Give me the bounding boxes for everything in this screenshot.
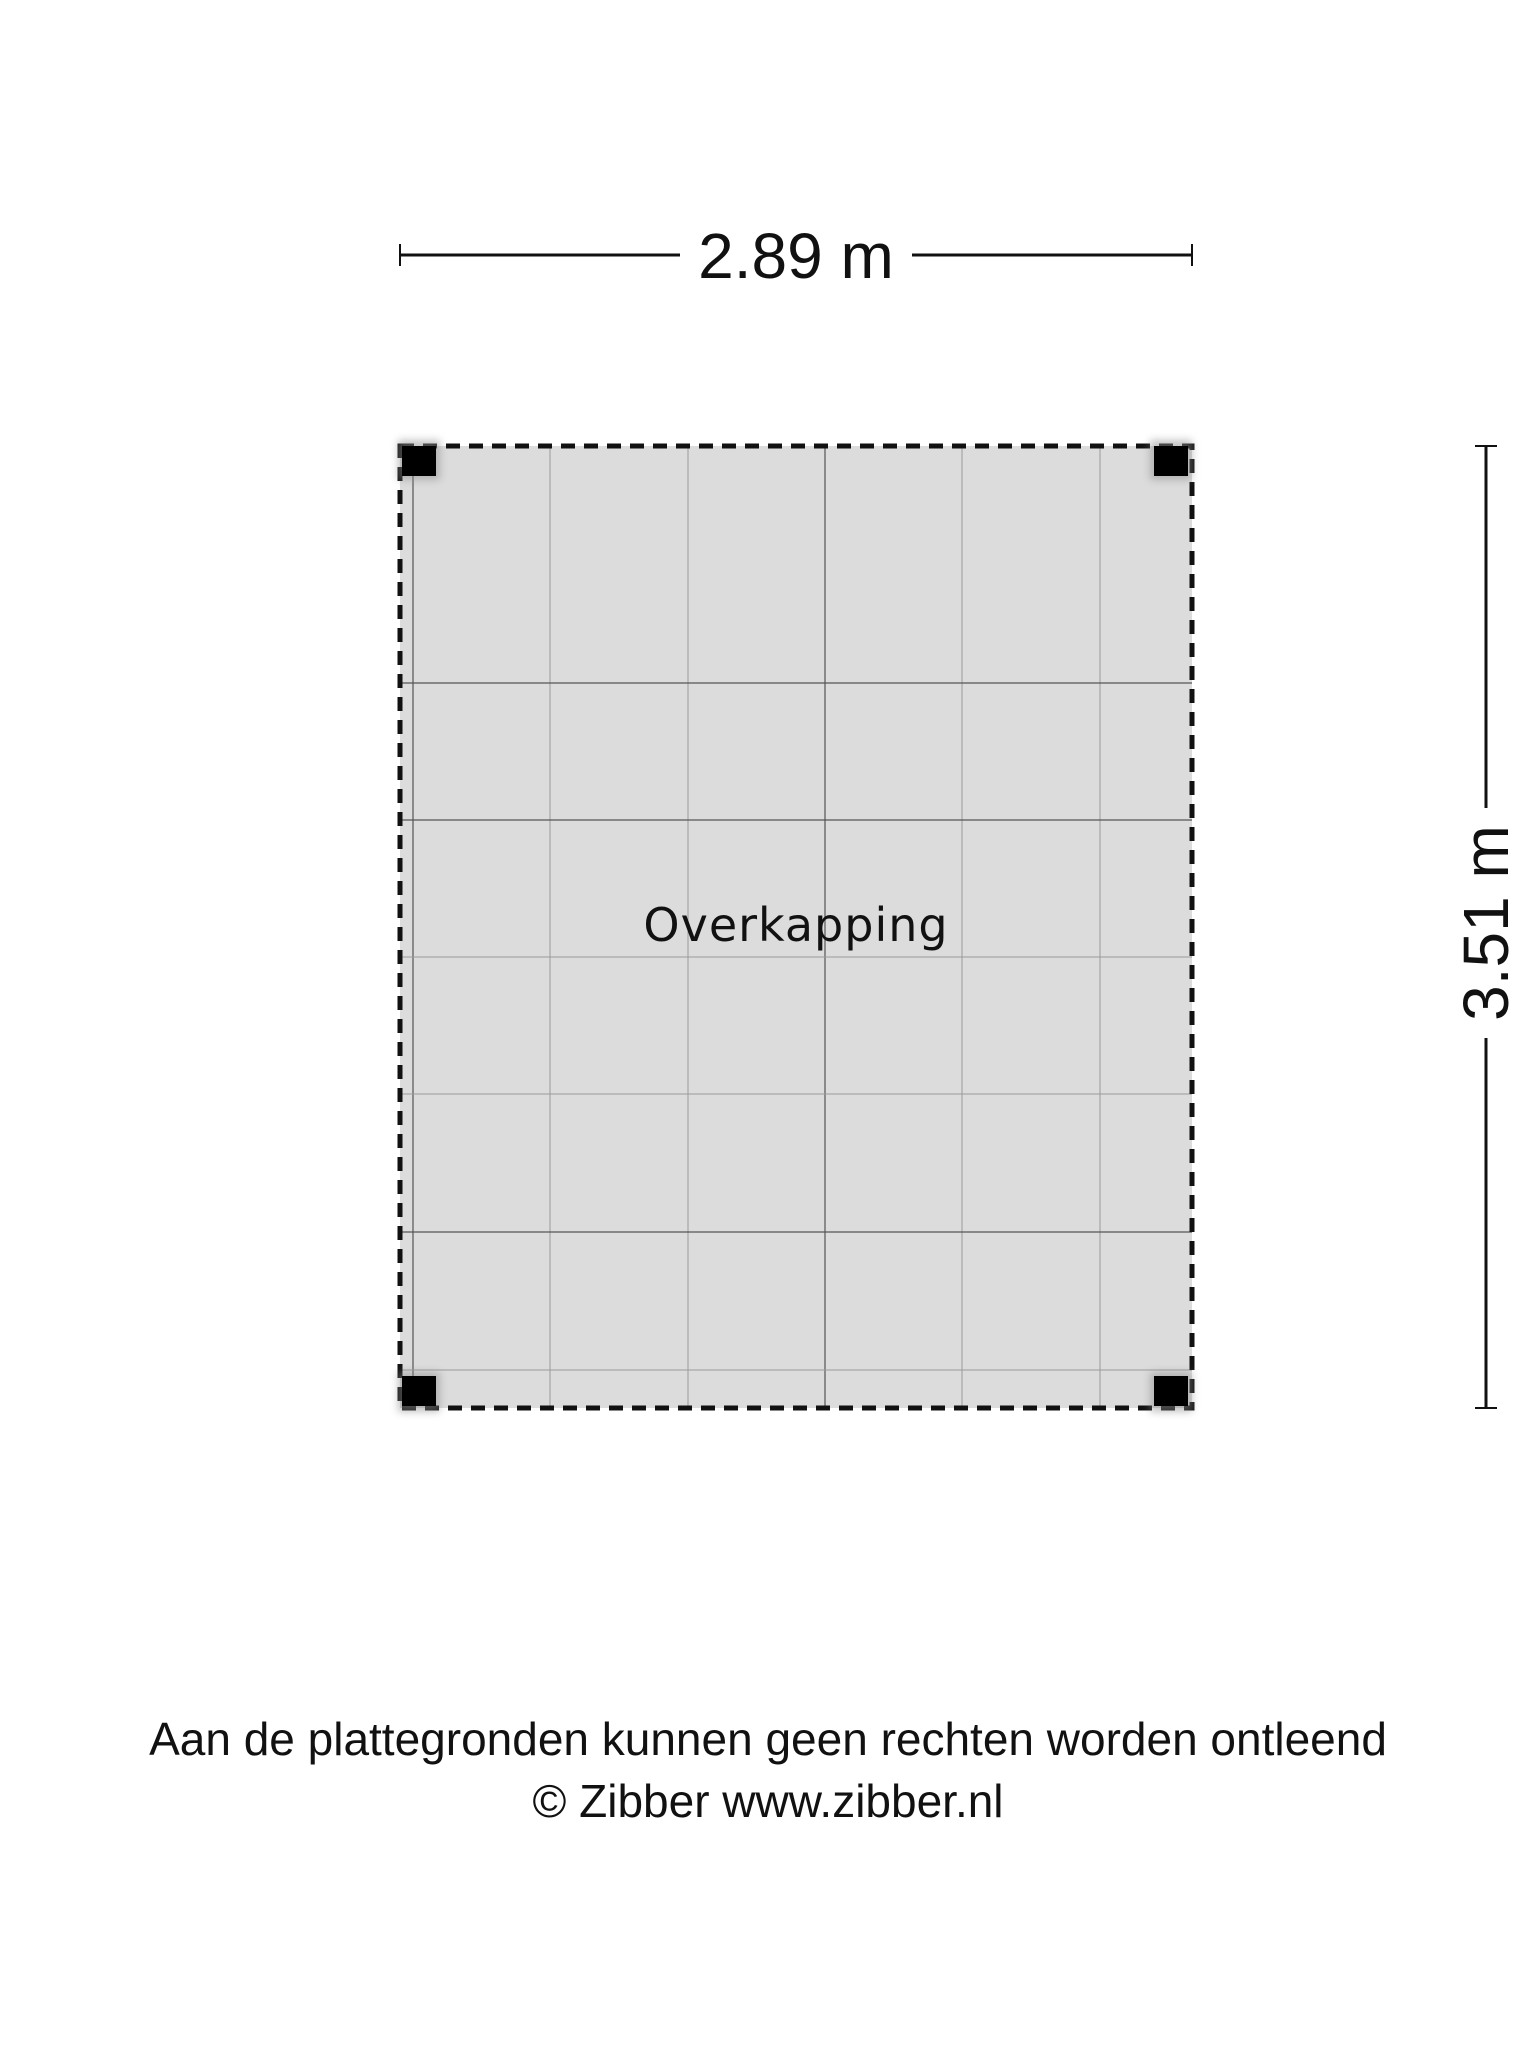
footer-disclaimer: Aan de plattegronden kunnen geen rechten worden ontleend [149,1713,1387,1765]
corner-post-top-right [1154,446,1188,476]
room-label: Overkapping [643,898,949,952]
width-dimension-label: 2.89 m [698,220,894,292]
width-dimension [400,220,1192,292]
corner-post-bottom-right [1154,1376,1188,1406]
corner-post-bottom-left [402,1376,436,1406]
height-dimension [1450,446,1522,1408]
footer-copyright: © Zibber www.zibber.nl [532,1775,1004,1827]
corner-post-top-left [402,446,436,476]
room-overkapping [398,440,1192,1412]
height-dimension-label: 3.51 m [1450,825,1522,1021]
